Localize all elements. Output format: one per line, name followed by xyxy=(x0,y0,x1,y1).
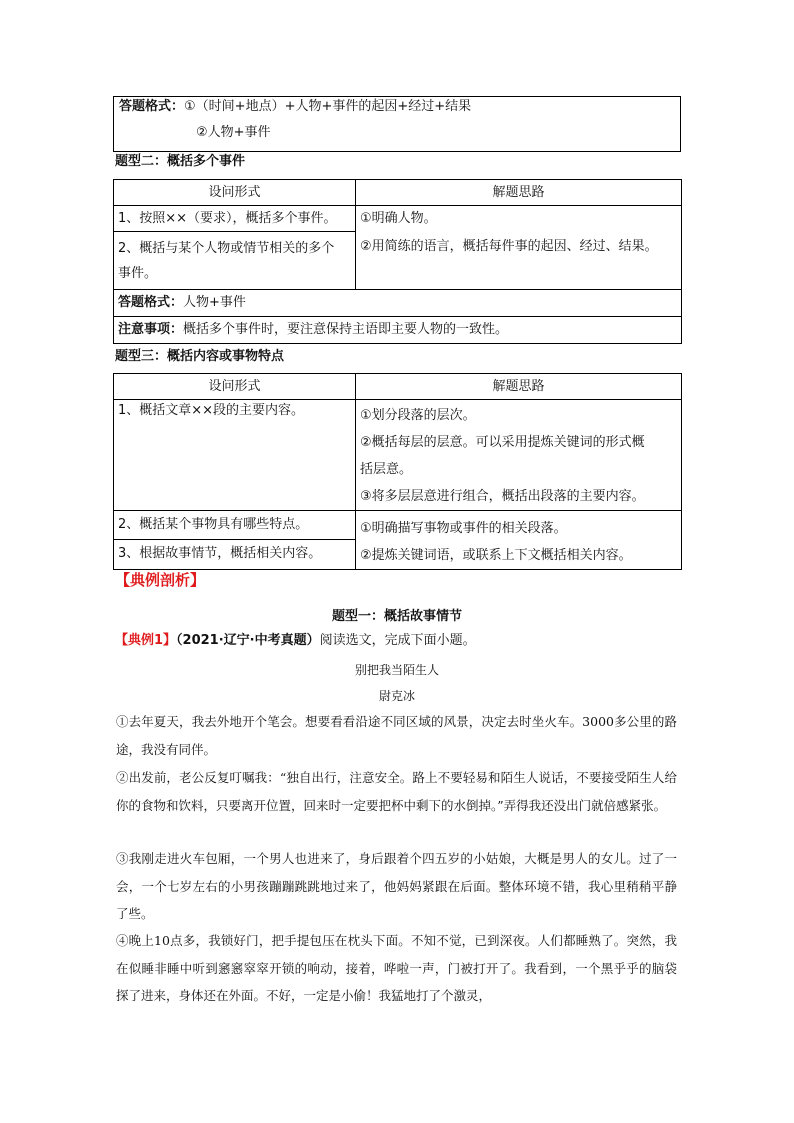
type2-q2-line1: 2、概括与某个人物或情节相关的多个 xyxy=(118,241,335,256)
article-author: 尉克冰 xyxy=(378,689,415,703)
type3-col2-header: 解题思路 xyxy=(356,374,682,400)
type2-q1: 1、按照××（要求），概括多个事件。 xyxy=(114,206,356,232)
type2-note-label: 注意事项： xyxy=(118,322,184,337)
type2-answer-cell xyxy=(356,206,682,290)
type3-col1-header: 设问形式 xyxy=(114,374,356,400)
answer-format-line2: ②人物+事件 xyxy=(196,125,271,140)
type3-q1: 1、概括文章××段的主要内容。 xyxy=(114,400,356,511)
article-paragraph-2: ②出发前，老公反复叮嘱我：“独自出行，注意安全。路上不要轻易和陌生人说话，不要接受陌生人给你的食物和饮料，只要离开位置，回来时一定要把杯中剩下的水倒掉。”弄得我还没出门就倍感紧张。 xyxy=(116,770,677,813)
type2-col1-header: 设问形式 xyxy=(114,180,356,206)
answer-format-label: 答题格式： xyxy=(119,99,185,114)
answer-format-text1: ①（时间+地点）+人物+事件的起因+经过+结果 xyxy=(184,99,472,114)
type3-table xyxy=(113,373,682,570)
type2-table xyxy=(113,179,682,344)
type2-a2: ②用简练的语言，概括每件事的起因、经过、结果。 xyxy=(360,239,658,254)
type2-heading: 题型二：概括多个事件 xyxy=(115,154,246,169)
type3-a3: ③将多层层意进行组合，概括出段落的主要内容。 xyxy=(360,489,645,504)
type2-note-row xyxy=(114,317,682,344)
article-paragraph-1: ①去年夏天，我去外地开个笔会。想要看看沿途不同区域的风景，决定去时坐火车。3000多公里的路途，我没有同伴。 xyxy=(116,714,677,757)
type3-b1: ①明确描写事物或事件的相关段落。 xyxy=(360,521,567,536)
section-title: 【典例剖析】 xyxy=(115,571,206,589)
type2-col2-header: 解题思路 xyxy=(356,180,682,206)
example-tag: 【典例1】 xyxy=(115,633,177,648)
type2-a1: ①明确人物。 xyxy=(360,211,437,226)
type2-format-text: 人物+事件 xyxy=(183,295,246,310)
type3-a2-line1: ②概括每层的层意。可以采用提炼关键词的形式概 xyxy=(360,435,645,450)
type3-answer-cell1 xyxy=(356,400,682,511)
type2-format-row xyxy=(114,290,682,317)
answer-format-line1 xyxy=(119,98,471,116)
type2-note-text: 概括多个事件时，要注意保持主语即主要人物的一致性。 xyxy=(183,322,509,337)
type3-a1: ①划分段落的层次。 xyxy=(360,408,476,423)
type3-q2: 2、概括某个事物具有哪些特点。 xyxy=(114,511,356,540)
example-source: （2021·辽宁·中考真题） xyxy=(176,633,320,648)
example-instruction: 阅读选文，完成下面小题。 xyxy=(319,633,476,648)
type3-a2-line2: 括层意。 xyxy=(360,462,413,477)
article-paragraph-4: ④晚上10点多，我锁好门，把手提包压在枕头下面。不知不觉，已到深夜。人们都睡熟了。突然，我在似睡非睡中听到窸窸窣窣开锁的响动，接着，哗啦一声，门被打开了。我看到，一个黑乎乎的脑袋探了进来，身体还在外面。不好，一定是小偷！我猛地打了个激灵， xyxy=(116,933,677,1003)
article-paragraph-3: ③我刚走进火车包厢，一个男人也进来了，身后跟着个四五岁的小姑娘，大概是男人的女儿。过了一会，一个七岁左右的小男孩蹦蹦跳跳地过来了，他妈妈紧跟在后面。整体环境不错，我心里稍稍平静了些。 xyxy=(116,851,677,921)
analysis-subtitle: 题型一：概括故事情节 xyxy=(331,609,462,624)
type3-b2: ②提炼关键词语，或联系上下文概括相关内容。 xyxy=(360,548,632,563)
type3-answer-cell2 xyxy=(356,511,682,570)
type3-heading: 题型三：概括内容或事物特点 xyxy=(115,349,285,364)
article-title: 别把我当陌生人 xyxy=(354,663,439,677)
example-line xyxy=(115,632,476,650)
type2-q2 xyxy=(114,232,356,290)
type3-q3: 3、根据故事情节，概括相关内容。 xyxy=(114,539,356,569)
type2-q2-line2: 事件。 xyxy=(118,266,158,281)
type2-format-label: 答题格式： xyxy=(118,295,184,310)
